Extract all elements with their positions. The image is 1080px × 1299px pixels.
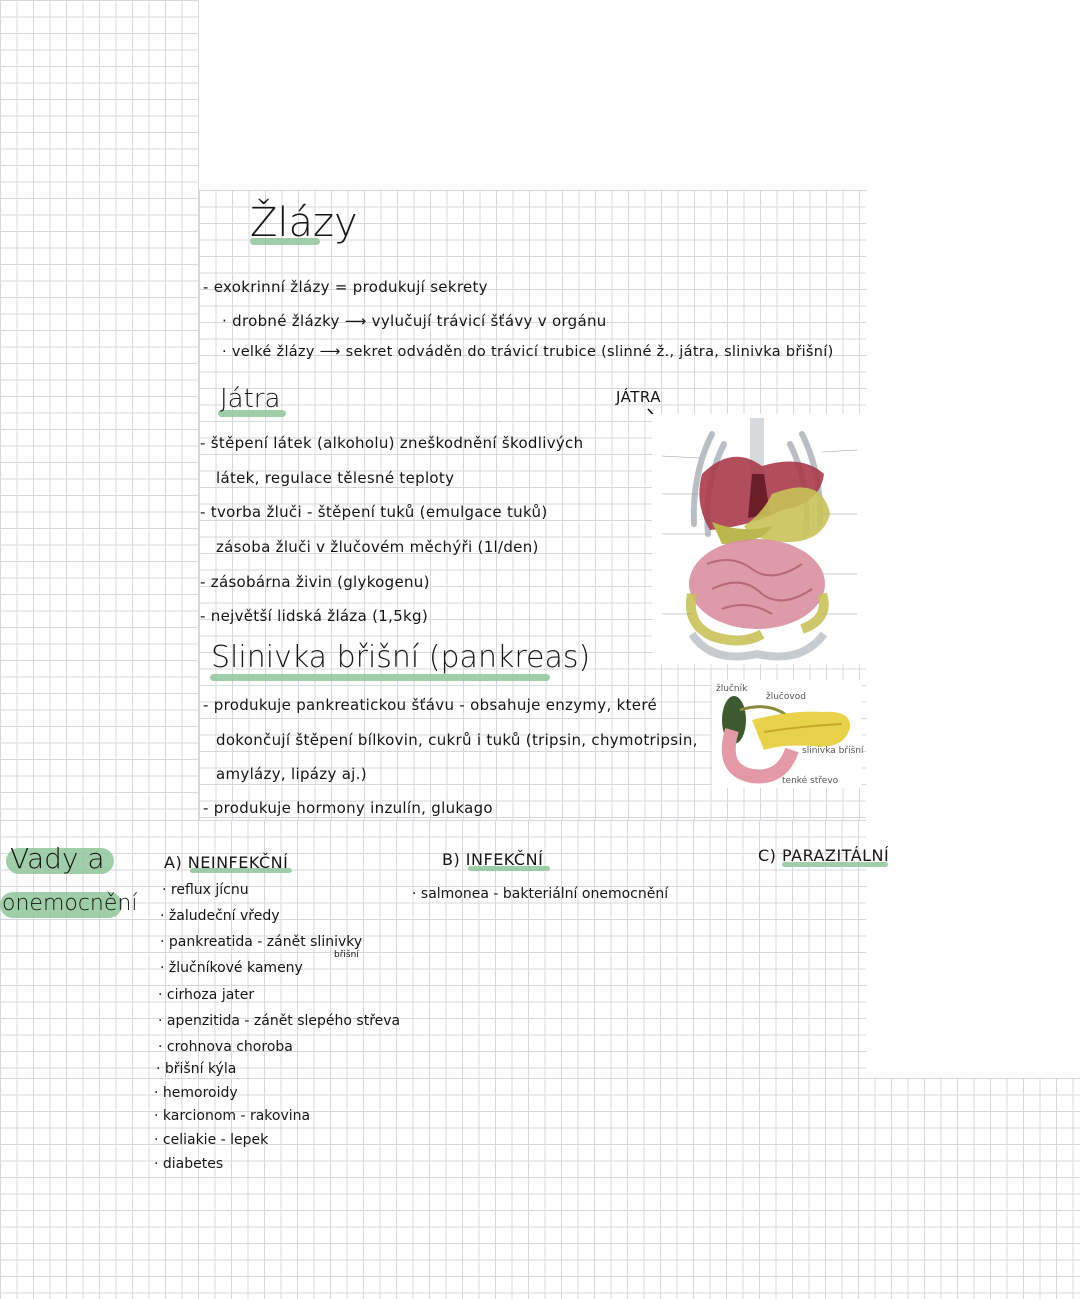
jatra-line-4: zásoba žluči v žlučovém měchýři (1l/den) (216, 538, 539, 556)
abdomen-illustration (652, 414, 866, 664)
slinivka-heading: Slinivka břišní (pankreas) (211, 640, 591, 675)
label-zlucnik: žlučník (716, 684, 748, 694)
a-item-3-note: břišní (334, 950, 359, 960)
jatra-line-2: látek, regulace tělesné teploty (216, 469, 455, 487)
a-item-2: · žaludeční vředy (160, 908, 280, 924)
a-item-4: · žlučníkové kameny (160, 960, 303, 976)
jatra-heading: Játra (220, 384, 281, 414)
vady-heading-line-2: onemocnění (2, 891, 138, 916)
b-heading: B) INFEKČNÍ (442, 850, 544, 869)
c-heading: C) PARAZITÁLNÍ (758, 846, 890, 865)
b-item-1: · salmonea - bakteriální onemocnění (412, 886, 669, 902)
exokrinni-line-2: · drobné žlázky ⟶ vylučují trávicí šťávy v orgánu (222, 312, 607, 330)
slinivka-line-1: - produkuje pankreatickou šťávu - obsahuje enzymy, které (203, 696, 657, 714)
jatra-figure-label: JÁTRA (616, 388, 661, 406)
a-item-12: · diabetes (154, 1156, 224, 1172)
a-item-3: · pankreatida - zánět slinivky (160, 934, 363, 950)
slinivka-line-4: - produkuje hormony inzulín, glukago (203, 799, 493, 817)
label-strevo: tenké střevo (782, 776, 839, 786)
label-zlucovod: žlučovod (766, 692, 806, 702)
jatra-line-6: - největší lidská žláza (1,5kg) (200, 607, 429, 625)
slinivka-line-2: dokončují štěpení bílkovin, cukrů i tuků (tripsin, chymotripsin, (216, 731, 698, 749)
page-title: Žlázy (250, 200, 358, 246)
a-item-5: · cirhoza jater (158, 987, 255, 1003)
a-item-8: · břišní kýla (156, 1061, 237, 1077)
a-item-6: · apenzitida - zánět slepého střeva (158, 1013, 401, 1029)
vady-heading-line-1: Vady a (10, 842, 105, 875)
a-item-1: · reflux jícnu (162, 882, 249, 898)
a-item-7: · crohnova choroba (158, 1039, 293, 1055)
a-heading: A) NEINFEKČNÍ (164, 853, 289, 872)
exokrinni-line-3: · velké žlázy ⟶ sekret odváděn do trávicí trubice (slinné ž., játra, slinivka břišní) (222, 344, 834, 360)
jatra-line-5: - zásobárna živin (glykogenu) (200, 573, 430, 591)
grid-background-lower (0, 820, 866, 1080)
a-item-10: · karcionom - rakovina (154, 1108, 311, 1124)
a-item-11: · celiakie - lepek (154, 1132, 269, 1148)
jatra-line-3: - tvorba žluči - štěpení tuků (emulgace tuků) (200, 503, 548, 521)
jatra-line-1: - štěpení látek (alkoholu) zneškodnění škodlivých (200, 434, 584, 452)
slinivka-line-3: amylázy, lipázy aj.) (216, 765, 367, 783)
label-slinivka: slinivka břišní (802, 746, 864, 756)
a-item-9: · hemoroidy (154, 1085, 238, 1101)
slinivka-underline (210, 674, 550, 681)
exokrinni-line-1: - exokrinní žlázy = produkují sekrety (203, 278, 488, 296)
pancreas-illustration (712, 680, 862, 788)
